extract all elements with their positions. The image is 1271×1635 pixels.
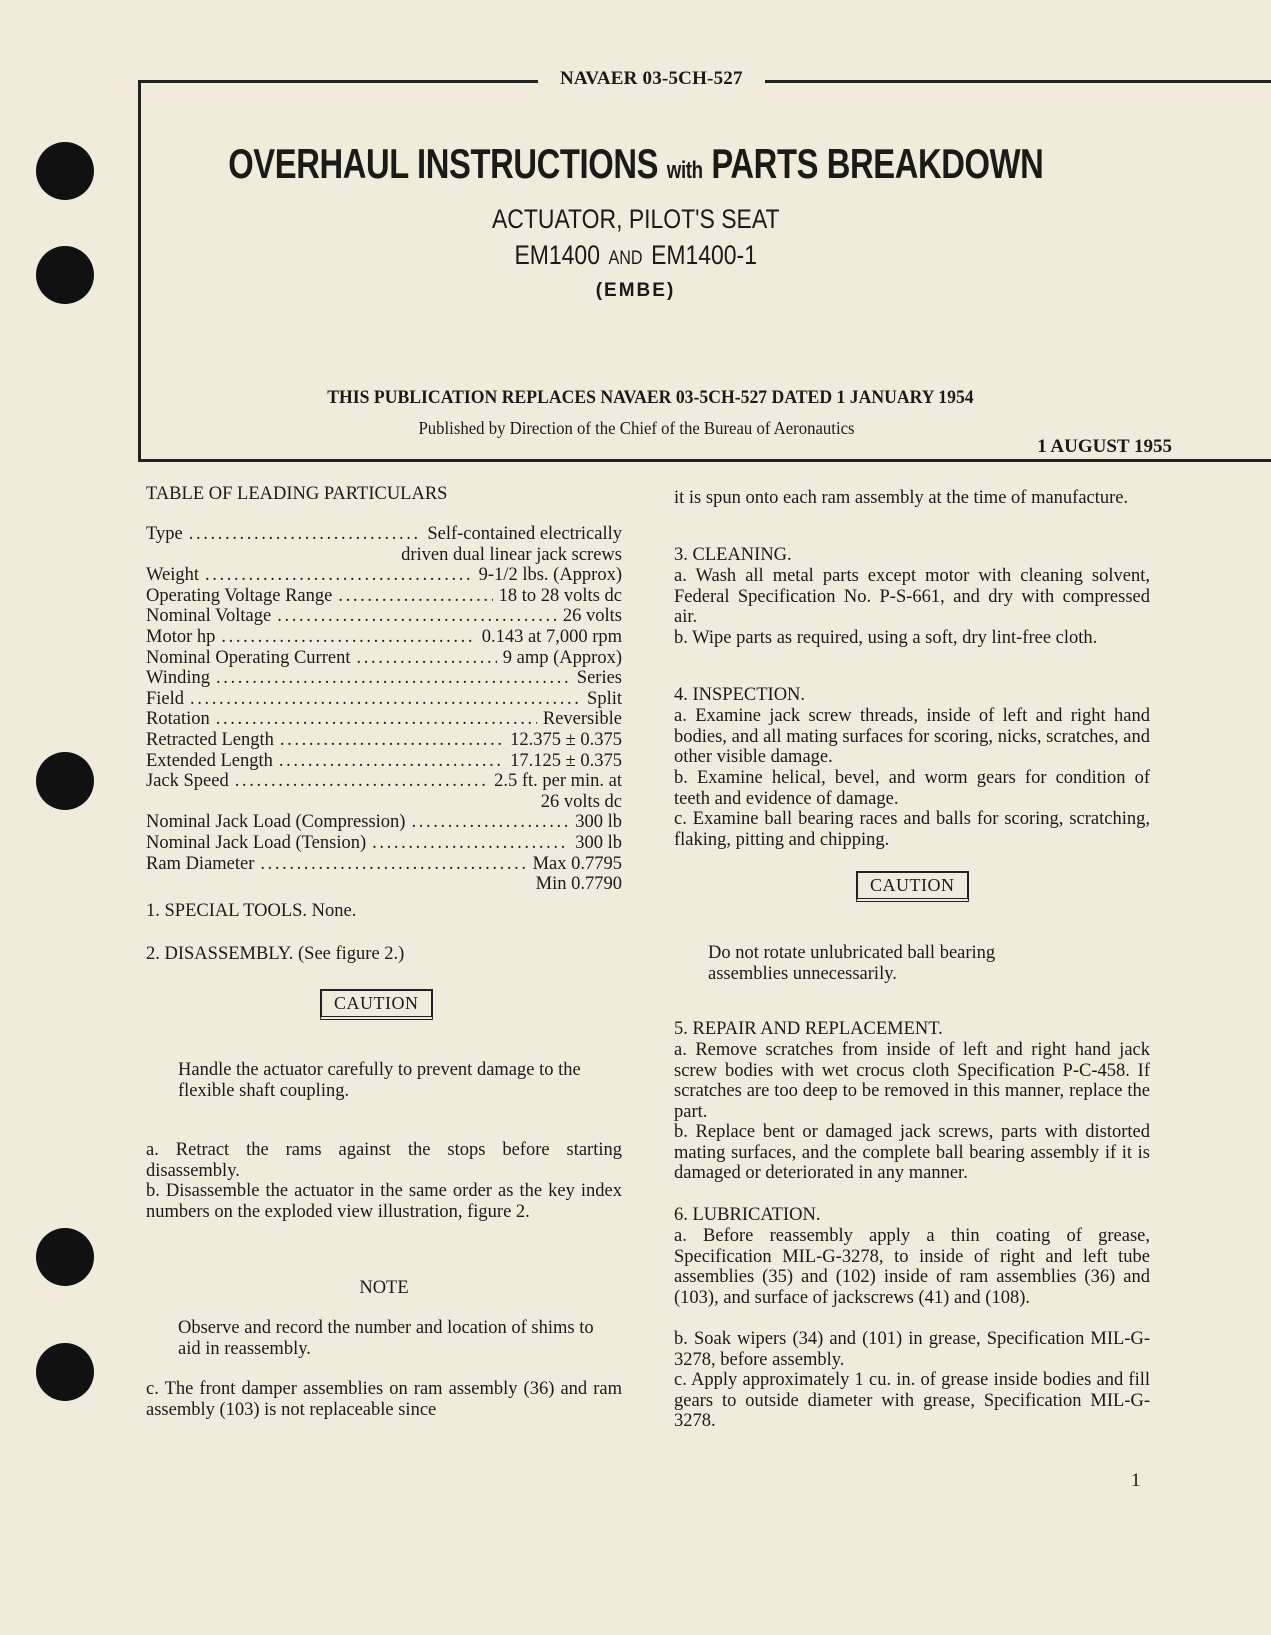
particular-label: Extended Length (146, 750, 273, 771)
particular-value: Series (576, 668, 622, 689)
leader-dots (216, 709, 537, 730)
note-text: Observe and record the number and location of shims to aid in reassembly. (178, 1318, 594, 1359)
published-by: Published by Direction of the Chief of the Bureau of Aeronautics (418, 418, 855, 438)
leader-dots (356, 648, 496, 669)
disassembly-heading: 2. DISASSEMBLY. (See figure 2.) (146, 944, 405, 964)
leader-dots (338, 586, 492, 607)
particulars-row (146, 771, 622, 792)
continued-text: it is spun onto each ram assembly at the time of manufacture. (674, 488, 1129, 508)
repair-heading: 5. REPAIR AND REPLACEMENT. (674, 1019, 943, 1039)
document-title (140, 140, 1131, 188)
inspection-a: a. Examine jack screw threads, inside of left and right hand bodies, and all mating surfaces for scoring, nicks, scratches, and other visible damage. (674, 706, 1150, 768)
page-number: 1 (1131, 1470, 1141, 1491)
leader-dots (372, 833, 569, 854)
particular-value: 18 to 28 volts dc (498, 585, 622, 606)
particular-value: 9-1/2 lbs. (Approx) (478, 565, 622, 586)
leader-dots (411, 812, 569, 833)
leader-dots (235, 771, 488, 792)
leader-dots (260, 854, 526, 875)
lubrication-a: a. Before reassembly apply a thin coating of grease, Specification MIL-G-3278, to inside of right and left tube assemblies (35) and (102) inside of ram assemblies (36) and (103), and surface of jackscrews (41) and (108). (674, 1226, 1150, 1308)
particulars-row (146, 565, 622, 586)
particulars-row (146, 648, 622, 669)
cleaning-b: b. Wipe parts as required, using a soft, dry lint-free cloth. (674, 628, 1098, 648)
particular-label: Nominal Jack Load (Tension) (146, 832, 367, 853)
particulars-row (146, 524, 622, 545)
particulars-row (146, 730, 622, 751)
inspection-c: c. Examine ball bearing races and balls for scoring, scratching, flaking, pitting and chipping. (674, 809, 1150, 850)
particular-value: Max 0.7795 (532, 853, 622, 874)
particular-label: Nominal Jack Load (Compression) (146, 812, 406, 833)
leader-dots (205, 565, 473, 586)
manufacturer: (EMBE) (595, 280, 676, 301)
particulars-row (146, 833, 622, 854)
leader-dots (279, 751, 504, 772)
particular-label: Type (146, 524, 183, 544)
leader-dots (277, 606, 557, 627)
particular-value: 300 lb (575, 812, 622, 833)
particulars-row (146, 586, 622, 607)
frame-rule-right (765, 80, 1271, 83)
title-with: with (666, 157, 703, 184)
particular-label: Weight (146, 565, 199, 586)
particular-label: Field (146, 688, 185, 709)
particular-value: 17.125 ± 0.375 (510, 750, 622, 771)
subtitle: ACTUATOR, PILOT'S SEAT (491, 204, 780, 234)
special-tools: 1. SPECIAL TOOLS. None. (146, 901, 357, 921)
caution-box: CAUTION (856, 871, 969, 902)
particular-label: Nominal Operating Current (146, 647, 351, 668)
particulars-row (146, 854, 622, 875)
step-c: c. The front damper assemblies on ram assembly (36) and ram assembly (103) is not replaceable since (146, 1379, 622, 1420)
particular-value: 12.375 ± 0.375 (510, 729, 622, 750)
step-a: a. Retract the rams against the stops before starting disassembly. (146, 1140, 622, 1181)
particular-value: Split (587, 688, 622, 709)
title-part-2: PARTS BREAKDOWN (711, 140, 1044, 187)
particulars-row (146, 751, 622, 772)
particulars-row (146, 606, 622, 627)
particular-label: Retracted Length (146, 729, 274, 750)
particular-label: Operating Voltage Range (146, 585, 333, 606)
particular-label: Rotation (146, 709, 210, 730)
binder-hole (36, 1228, 94, 1286)
title-part-1: OVERHAUL INSTRUCTIONS (228, 140, 659, 187)
particulars-heading: TABLE OF LEADING PARTICULARS (146, 484, 448, 504)
cleaning-heading: 3. CLEANING. (674, 545, 792, 565)
particulars-row (146, 812, 622, 833)
caution-text: Handle the actuator carefully to prevent damage to the flexible shaft coupling. (178, 1060, 581, 1101)
repair-a: a. Remove scratches from inside of left and right hand jack screw bodies with wet crocus cloth Specification P-C-458. If scratches are too deep to be removed in this manner, replace the part. (674, 1040, 1150, 1122)
leader-dots (221, 627, 475, 648)
particulars-row (146, 709, 622, 730)
replaces-notice: THIS PUBLICATION REPLACES NAVAER 03-5CH-527 DATED 1 JANUARY 1954 (327, 387, 974, 408)
lubrication-c: c. Apply approximately 1 cu. in. of grease inside bodies and fill gears to outside diameter with grease, Specification MIL-G-3278. (674, 1370, 1150, 1432)
particular-label: Nominal Voltage (146, 606, 272, 627)
model-and: AND (608, 248, 643, 269)
particular-label: Winding (146, 668, 211, 689)
particulars-row (146, 668, 622, 689)
particular-value-continued: 26 volts dc (540, 791, 622, 812)
particular-value: 0.143 at 7,000 rpm (481, 626, 622, 647)
particulars-row (146, 627, 622, 648)
lubrication-heading: 6. LUBRICATION. (674, 1205, 821, 1225)
particular-value-continued: Min 0.7790 (535, 874, 622, 895)
caution-text: Do not rotate unlubricated ball bearing assemblies unnecessarily. (708, 943, 996, 984)
particular-label: Jack Speed (146, 771, 229, 792)
model-1: EM1400 (514, 240, 600, 270)
particular-value: 26 volts (562, 606, 622, 627)
right-column (674, 488, 1150, 1488)
repair-b: b. Replace bent or damaged jack screws, parts with distorted mating surfaces, and the complete ball bearing assembly if it is damaged or deteriorated in any manner. (674, 1122, 1150, 1184)
particular-value-continued: driven dual linear jack screws (401, 544, 622, 565)
leader-dots (280, 730, 504, 751)
leader-dots (190, 689, 581, 710)
note-label: NOTE (359, 1278, 409, 1298)
publication-date: 1 AUGUST 1955 (1037, 436, 1172, 457)
particular-value: Reversible (542, 709, 622, 730)
cleaning-a: a. Wash all metal parts except motor with cleaning solvent, Federal Specification No. P-S-661, and dry with compressed air. (674, 566, 1150, 628)
particular-value: 2.5 ft. per min. at (494, 771, 622, 792)
leader-dots (216, 668, 571, 689)
left-column (146, 484, 622, 1484)
caution-box: CAUTION (320, 989, 433, 1020)
particulars-row (146, 689, 622, 710)
particular-value: Self-contained electrically (427, 524, 622, 544)
binder-hole (36, 1343, 94, 1401)
particular-value: 9 amp (Approx) (502, 647, 622, 668)
document-number: NAVAER 03-5CH-527 (560, 68, 743, 89)
particular-value: 300 lb (575, 832, 622, 853)
inspection-b: b. Examine helical, bevel, and worm gears for condition of teeth and evidence of damage. (674, 768, 1150, 809)
particular-label: Ram Diameter (146, 853, 255, 874)
binder-hole (36, 752, 94, 810)
step-b: b. Disassemble the actuator in the same order as the key index numbers on the exploded view illustration, figure 2. (146, 1181, 622, 1222)
leader-dots (189, 524, 422, 545)
lubrication-b: b. Soak wipers (34) and (101) in grease, Specification MIL-G-3278, before assembly. (674, 1329, 1150, 1370)
model-2: EM1400-1 (651, 240, 757, 270)
particulars-table (146, 524, 622, 895)
frame-rule-left (138, 80, 538, 83)
inspection-heading: 4. INSPECTION. (674, 685, 806, 705)
particular-label: Motor hp (146, 626, 216, 647)
model-numbers (96, 240, 1176, 271)
binder-hole (36, 142, 94, 200)
